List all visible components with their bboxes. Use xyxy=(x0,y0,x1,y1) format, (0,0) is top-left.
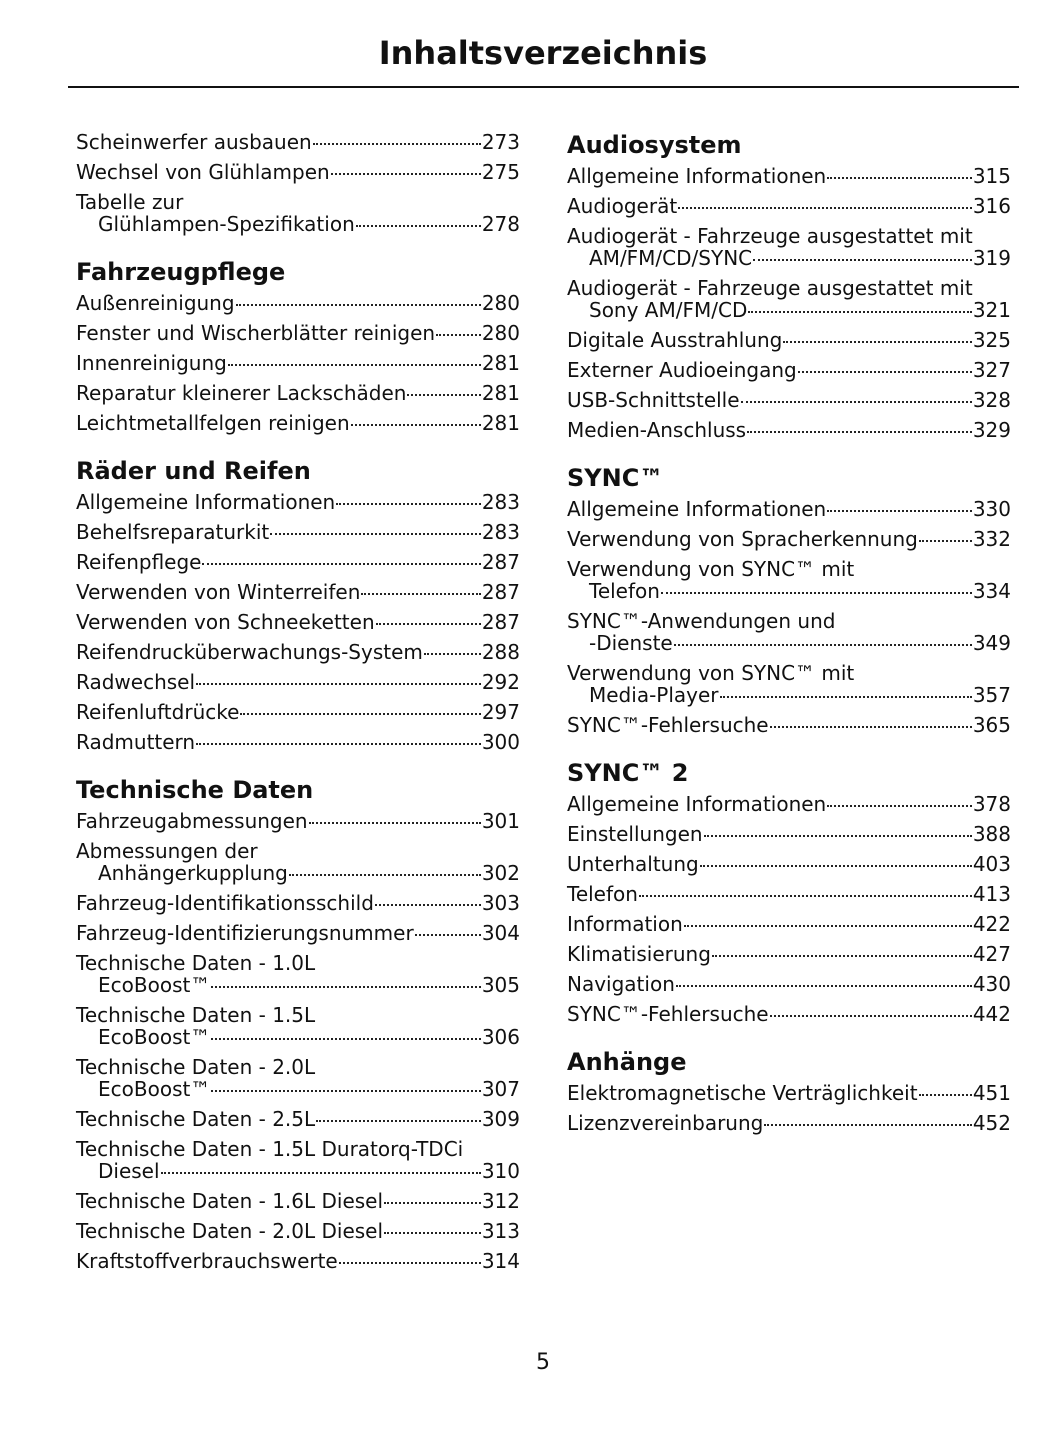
toc-entry[interactable] xyxy=(567,1112,1011,1134)
toc-entry-label: Reparatur kleinerer Lackschäden xyxy=(76,381,407,405)
toc-entry-page: 378 xyxy=(972,792,1011,816)
dot-leader xyxy=(240,713,480,715)
toc-entry-page: 334 xyxy=(972,579,1011,603)
toc-entry[interactable] xyxy=(567,195,1011,217)
toc-entry[interactable] xyxy=(76,1056,520,1100)
toc-entry-page: 280 xyxy=(481,321,520,345)
dot-leader xyxy=(678,207,972,209)
toc-section-sync xyxy=(567,461,1011,736)
dot-leader xyxy=(313,143,481,145)
toc-entry-page: 303 xyxy=(481,891,520,915)
toc-section-lighting xyxy=(76,128,520,235)
toc-entry-page: 442 xyxy=(972,1002,1011,1026)
title-divider xyxy=(68,86,1019,88)
toc-entry[interactable] xyxy=(567,329,1011,351)
section-heading: Anhänge xyxy=(567,1048,687,1076)
dot-leader xyxy=(674,644,972,646)
dot-leader xyxy=(712,955,972,957)
dot-leader xyxy=(748,311,971,313)
toc-entry[interactable] xyxy=(76,1004,520,1048)
dot-leader xyxy=(236,304,481,306)
toc-entry-label: AM/FM/CD/SYNC xyxy=(589,246,753,270)
dot-leader xyxy=(684,925,972,927)
toc-entry[interactable] xyxy=(76,671,520,693)
toc-entry-label: Anhängerkupplung xyxy=(98,861,288,885)
toc-entry[interactable] xyxy=(76,382,520,404)
toc-entry-label: EcoBoost™ xyxy=(98,1077,211,1101)
toc-entry[interactable] xyxy=(76,551,520,573)
toc-entry[interactable] xyxy=(567,558,1011,602)
dot-leader xyxy=(700,865,972,867)
toc-entry-label: Innenreinigung xyxy=(76,351,227,375)
toc-entry-page: 332 xyxy=(972,527,1011,551)
dot-leader xyxy=(309,822,481,824)
toc-entry[interactable] xyxy=(567,610,1011,654)
toc-entry[interactable] xyxy=(567,1003,1011,1025)
toc-entry-label: Verwenden von Winterreifen xyxy=(76,580,361,604)
dot-leader xyxy=(783,341,971,343)
toc-entry[interactable] xyxy=(76,952,520,996)
toc-entry-page: 300 xyxy=(481,730,520,754)
dot-leader xyxy=(202,563,480,565)
dot-leader xyxy=(436,334,481,336)
toc-entry-label: Medien-Anschluss xyxy=(567,418,747,442)
toc-entry-label: Reifendrucküberwachungs-System xyxy=(76,640,423,664)
toc-entry-page: 292 xyxy=(481,670,520,694)
toc-section-technische-daten xyxy=(76,773,520,1272)
toc-entry-page: 278 xyxy=(481,212,520,236)
toc-left-column xyxy=(76,128,520,1280)
toc-entry-page: 313 xyxy=(481,1219,520,1243)
section-heading: SYNC™ 2 xyxy=(567,759,689,787)
toc-entry-label: Lizenzvereinbarung xyxy=(567,1111,764,1135)
toc-entry-label: Technische Daten - 2.5L xyxy=(76,1107,316,1131)
toc-entry[interactable] xyxy=(567,973,1011,995)
toc-entry-page: 430 xyxy=(972,972,1011,996)
dot-leader xyxy=(375,904,481,906)
toc-entry-label-first: Technische Daten - 1.5L Duratorq-TDCi xyxy=(76,1137,464,1161)
toc-entry-label: USB-Schnittstelle xyxy=(567,388,740,412)
toc-entry-label: EcoBoost™ xyxy=(98,973,211,997)
toc-entry-label: -Dienste xyxy=(589,631,673,655)
toc-section-sync2 xyxy=(567,756,1011,1025)
toc-entry-label-first: Tabelle zur xyxy=(76,190,184,214)
toc-section-fahrzeugpflege xyxy=(76,255,520,434)
section-heading: Audiosystem xyxy=(567,131,742,159)
toc-entry-label-first: Verwendung von SYNC™ mit xyxy=(567,557,855,581)
toc-entry-page: 305 xyxy=(481,973,520,997)
dot-leader xyxy=(415,934,481,936)
dot-leader xyxy=(356,225,481,227)
toc-section-anhaenge xyxy=(567,1045,1011,1134)
toc-entry-label: SYNC™-Fehlersuche xyxy=(567,713,769,737)
toc-entry[interactable] xyxy=(567,389,1011,411)
toc-entry-page: 280 xyxy=(481,291,520,315)
dot-leader xyxy=(753,259,972,261)
toc-entry[interactable] xyxy=(76,1138,520,1182)
toc-entry[interactable] xyxy=(567,662,1011,706)
toc-entry-label: Fahrzeug-Identifizierungsnummer xyxy=(76,921,414,945)
toc-entry[interactable] xyxy=(76,731,520,753)
toc-entry-label: Fahrzeug-Identifikationsschild xyxy=(76,891,374,915)
toc-entry[interactable] xyxy=(567,943,1011,965)
toc-entry[interactable] xyxy=(76,892,520,914)
toc-entry-label-first: Audiogerät - Fahrzeuge ausgestattet mit xyxy=(567,224,973,248)
toc-entry-page: 287 xyxy=(481,580,520,604)
toc-entry[interactable] xyxy=(76,1190,520,1212)
dot-leader xyxy=(827,805,972,807)
toc-entry[interactable] xyxy=(567,528,1011,550)
toc-entry-page: 309 xyxy=(481,1107,520,1131)
toc-entry-label: Allgemeine Informationen xyxy=(567,497,827,521)
page-number: 5 xyxy=(536,1350,550,1375)
toc-entry[interactable] xyxy=(567,359,1011,381)
dot-leader xyxy=(270,533,481,535)
toc-entry-label: Leichtmetallfelgen reinigen xyxy=(76,411,350,435)
toc-entry-page: 307 xyxy=(481,1077,520,1101)
toc-entry-label: EcoBoost™ xyxy=(98,1025,211,1049)
toc-entry-page: 310 xyxy=(481,1159,520,1183)
toc-entry[interactable] xyxy=(76,701,520,723)
toc-entry-label: Unterhaltung xyxy=(567,852,699,876)
toc-entry-label: Information xyxy=(567,912,683,936)
section-heading: SYNC™ xyxy=(567,464,664,492)
toc-entry-page: 297 xyxy=(481,700,520,724)
toc-entry[interactable] xyxy=(76,581,520,603)
toc-entry[interactable] xyxy=(76,131,520,153)
toc-entry-label: Reifenluftdrücke xyxy=(76,700,240,724)
toc-entry-label: Behelfsreparaturkit xyxy=(76,520,270,544)
toc-entry[interactable] xyxy=(567,853,1011,875)
toc-entry-label-first: Technische Daten - 2.0L xyxy=(76,1055,316,1079)
dot-leader xyxy=(161,1172,481,1174)
toc-entry-label: Wechsel von Glühlampen xyxy=(76,160,330,184)
dot-leader xyxy=(211,986,480,988)
toc-entry[interactable] xyxy=(567,714,1011,736)
toc-entry-page: 328 xyxy=(972,388,1011,412)
toc-entry[interactable] xyxy=(567,498,1011,520)
toc-entry-page: 388 xyxy=(972,822,1011,846)
toc-entry-page: 357 xyxy=(972,683,1011,707)
dot-leader xyxy=(384,1232,481,1234)
toc-entry-label: Elektromagnetische Verträglichkeit xyxy=(567,1081,918,1105)
toc-entry-page: 403 xyxy=(972,852,1011,876)
toc-entry-page: 288 xyxy=(481,640,520,664)
dot-leader xyxy=(211,1038,480,1040)
toc-entry-page: 329 xyxy=(972,418,1011,442)
toc-entry-page: 287 xyxy=(481,550,520,574)
toc-entry[interactable] xyxy=(76,412,520,434)
toc-section-audiosystem xyxy=(567,128,1011,441)
dot-leader xyxy=(316,1120,481,1122)
toc-entry-label: Klimatisierung xyxy=(567,942,711,966)
toc-entry[interactable] xyxy=(567,225,1011,269)
dot-leader xyxy=(424,653,481,655)
dot-leader xyxy=(704,835,972,837)
toc-entry-label-first: SYNC™-Anwendungen und xyxy=(567,609,836,633)
dot-leader xyxy=(376,623,481,625)
toc-entry-label: Audiogerät xyxy=(567,194,678,218)
section-heading: Räder und Reifen xyxy=(76,457,311,485)
toc-entry-label: Allgemeine Informationen xyxy=(76,490,336,514)
dot-leader xyxy=(747,431,972,433)
toc-entry[interactable] xyxy=(567,277,1011,321)
dot-leader xyxy=(827,177,972,179)
page-title: Inhaltsverzeichnis xyxy=(378,34,708,72)
toc-entry-label: Scheinwerfer ausbauen xyxy=(76,130,312,154)
dot-leader xyxy=(661,592,972,594)
section-heading: Technische Daten xyxy=(76,776,314,804)
toc-entry-page: 413 xyxy=(972,882,1011,906)
toc-entry[interactable] xyxy=(567,913,1011,935)
toc-entry-label: Allgemeine Informationen xyxy=(567,792,827,816)
dot-leader xyxy=(798,371,972,373)
toc-entry-page: 287 xyxy=(481,610,520,634)
toc-entry-label: Digitale Ausstrahlung xyxy=(567,328,783,352)
toc-entry-label: Sony AM/FM/CD xyxy=(589,298,748,322)
dot-leader xyxy=(339,1262,481,1264)
dot-leader xyxy=(211,1090,480,1092)
toc-entry[interactable] xyxy=(76,161,520,183)
dot-leader xyxy=(919,1094,972,1096)
toc-entry[interactable] xyxy=(76,641,520,663)
toc-entry-label: Einstellungen xyxy=(567,822,703,846)
dot-leader xyxy=(919,540,972,542)
toc-entry-page: 281 xyxy=(481,381,520,405)
toc-entry-label: Diesel xyxy=(98,1159,160,1183)
dot-leader xyxy=(336,503,481,505)
toc-entry-label: Externer Audioeingang xyxy=(567,358,797,382)
toc-entry[interactable] xyxy=(567,883,1011,905)
toc-entry-label: Radmuttern xyxy=(76,730,196,754)
toc-entry-page: 281 xyxy=(481,411,520,435)
toc-entry-label: Verwendung von Spracherkennung xyxy=(567,527,918,551)
toc-entry-label-first: Verwendung von SYNC™ mit xyxy=(567,661,855,685)
toc-right-column xyxy=(567,128,1011,1142)
toc-entry-label: Telefon xyxy=(589,579,660,603)
toc-entry-page: 314 xyxy=(481,1249,520,1273)
toc-entry-page: 316 xyxy=(972,194,1011,218)
toc-entry-page: 283 xyxy=(481,490,520,514)
toc-entry-page: 312 xyxy=(481,1189,520,1213)
toc-entry-label: Kraftstoffverbrauchswerte xyxy=(76,1249,338,1273)
toc-entry[interactable] xyxy=(567,1082,1011,1104)
toc-entry-label: Allgemeine Informationen xyxy=(567,164,827,188)
toc-entry-label: Radwechsel xyxy=(76,670,196,694)
toc-entry-label-first: Abmessungen der xyxy=(76,839,258,863)
toc-entry-label: Glühlampen-Spezifikation xyxy=(98,212,355,236)
toc-entry-label: SYNC™-Fehlersuche xyxy=(567,1002,769,1026)
toc-entry[interactable] xyxy=(76,840,520,884)
toc-entry[interactable] xyxy=(567,793,1011,815)
dot-leader xyxy=(741,401,972,403)
toc-entry-label-first: Technische Daten - 1.5L xyxy=(76,1003,316,1027)
toc-entry-page: 321 xyxy=(972,298,1011,322)
toc-entry-label: Navigation xyxy=(567,972,675,996)
dot-leader xyxy=(720,696,972,698)
toc-entry-page: 304 xyxy=(481,921,520,945)
toc-entry-page: 315 xyxy=(972,164,1011,188)
section-heading: Fahrzeugpflege xyxy=(76,258,286,286)
dot-leader xyxy=(770,1015,972,1017)
toc-entry-page: 325 xyxy=(972,328,1011,352)
toc-entry-page: 330 xyxy=(972,497,1011,521)
toc-entry-label: Fahrzeugabmessungen xyxy=(76,809,308,833)
toc-entry-label: Verwenden von Schneeketten xyxy=(76,610,375,634)
toc-entry-page: 422 xyxy=(972,912,1011,936)
toc-entry[interactable] xyxy=(76,1250,520,1272)
toc-entry-label: Außenreinigung xyxy=(76,291,235,315)
toc-entry-page: 349 xyxy=(972,631,1011,655)
toc-entry[interactable] xyxy=(76,352,520,374)
dot-leader xyxy=(770,726,972,728)
dot-leader xyxy=(196,683,481,685)
toc-entry[interactable] xyxy=(76,322,520,344)
toc-entry-label: Technische Daten - 1.6L Diesel xyxy=(76,1189,384,1213)
toc-entry[interactable] xyxy=(567,823,1011,845)
toc-entry-page: 319 xyxy=(972,246,1011,270)
toc-entry[interactable] xyxy=(76,1108,520,1130)
toc-entry[interactable] xyxy=(76,810,520,832)
toc-entry-label: Technische Daten - 2.0L Diesel xyxy=(76,1219,384,1243)
toc-entry[interactable] xyxy=(76,922,520,944)
toc-entry[interactable] xyxy=(76,1220,520,1242)
dot-leader xyxy=(676,985,972,987)
dot-leader xyxy=(196,743,481,745)
toc-entry-page: 275 xyxy=(481,160,520,184)
toc-entry[interactable] xyxy=(76,611,520,633)
toc-entry-page: 302 xyxy=(481,861,520,885)
dot-leader xyxy=(827,510,972,512)
toc-entry-label-first: Audiogerät - Fahrzeuge ausgestattet mit xyxy=(567,276,973,300)
toc-section-raeder-reifen xyxy=(76,454,520,753)
toc-entry-label: Fenster und Wischerblätter reinigen xyxy=(76,321,436,345)
dot-leader xyxy=(228,364,481,366)
toc-entry[interactable] xyxy=(567,419,1011,441)
toc-entry-page: 327 xyxy=(972,358,1011,382)
dot-leader xyxy=(289,874,481,876)
dot-leader xyxy=(639,895,972,897)
toc-entry-page: 283 xyxy=(481,520,520,544)
toc-entry-page: 281 xyxy=(481,351,520,375)
toc-entry-label: Reifenpflege xyxy=(76,550,202,574)
toc-entry-page: 273 xyxy=(481,130,520,154)
toc-entry[interactable] xyxy=(76,292,520,314)
dot-leader xyxy=(384,1202,481,1204)
toc-entry-page: 427 xyxy=(972,942,1011,966)
toc-entry-page: 452 xyxy=(972,1111,1011,1135)
toc-entry[interactable] xyxy=(76,191,520,235)
dot-leader xyxy=(764,1124,971,1126)
toc-entry-label-first: Technische Daten - 1.0L xyxy=(76,951,316,975)
toc-entry-page: 365 xyxy=(972,713,1011,737)
dot-leader xyxy=(351,424,481,426)
toc-entry[interactable] xyxy=(567,165,1011,187)
toc-entry[interactable] xyxy=(76,491,520,513)
toc-entry[interactable] xyxy=(76,521,520,543)
toc-entry-page: 306 xyxy=(481,1025,520,1049)
dot-leader xyxy=(331,173,481,175)
toc-entry-label: Media-Player xyxy=(589,683,719,707)
dot-leader xyxy=(361,593,480,595)
dot-leader xyxy=(407,394,480,396)
toc-entry-page: 301 xyxy=(481,809,520,833)
toc-entry-page: 451 xyxy=(972,1081,1011,1105)
toc-entry-label: Telefon xyxy=(567,882,638,906)
